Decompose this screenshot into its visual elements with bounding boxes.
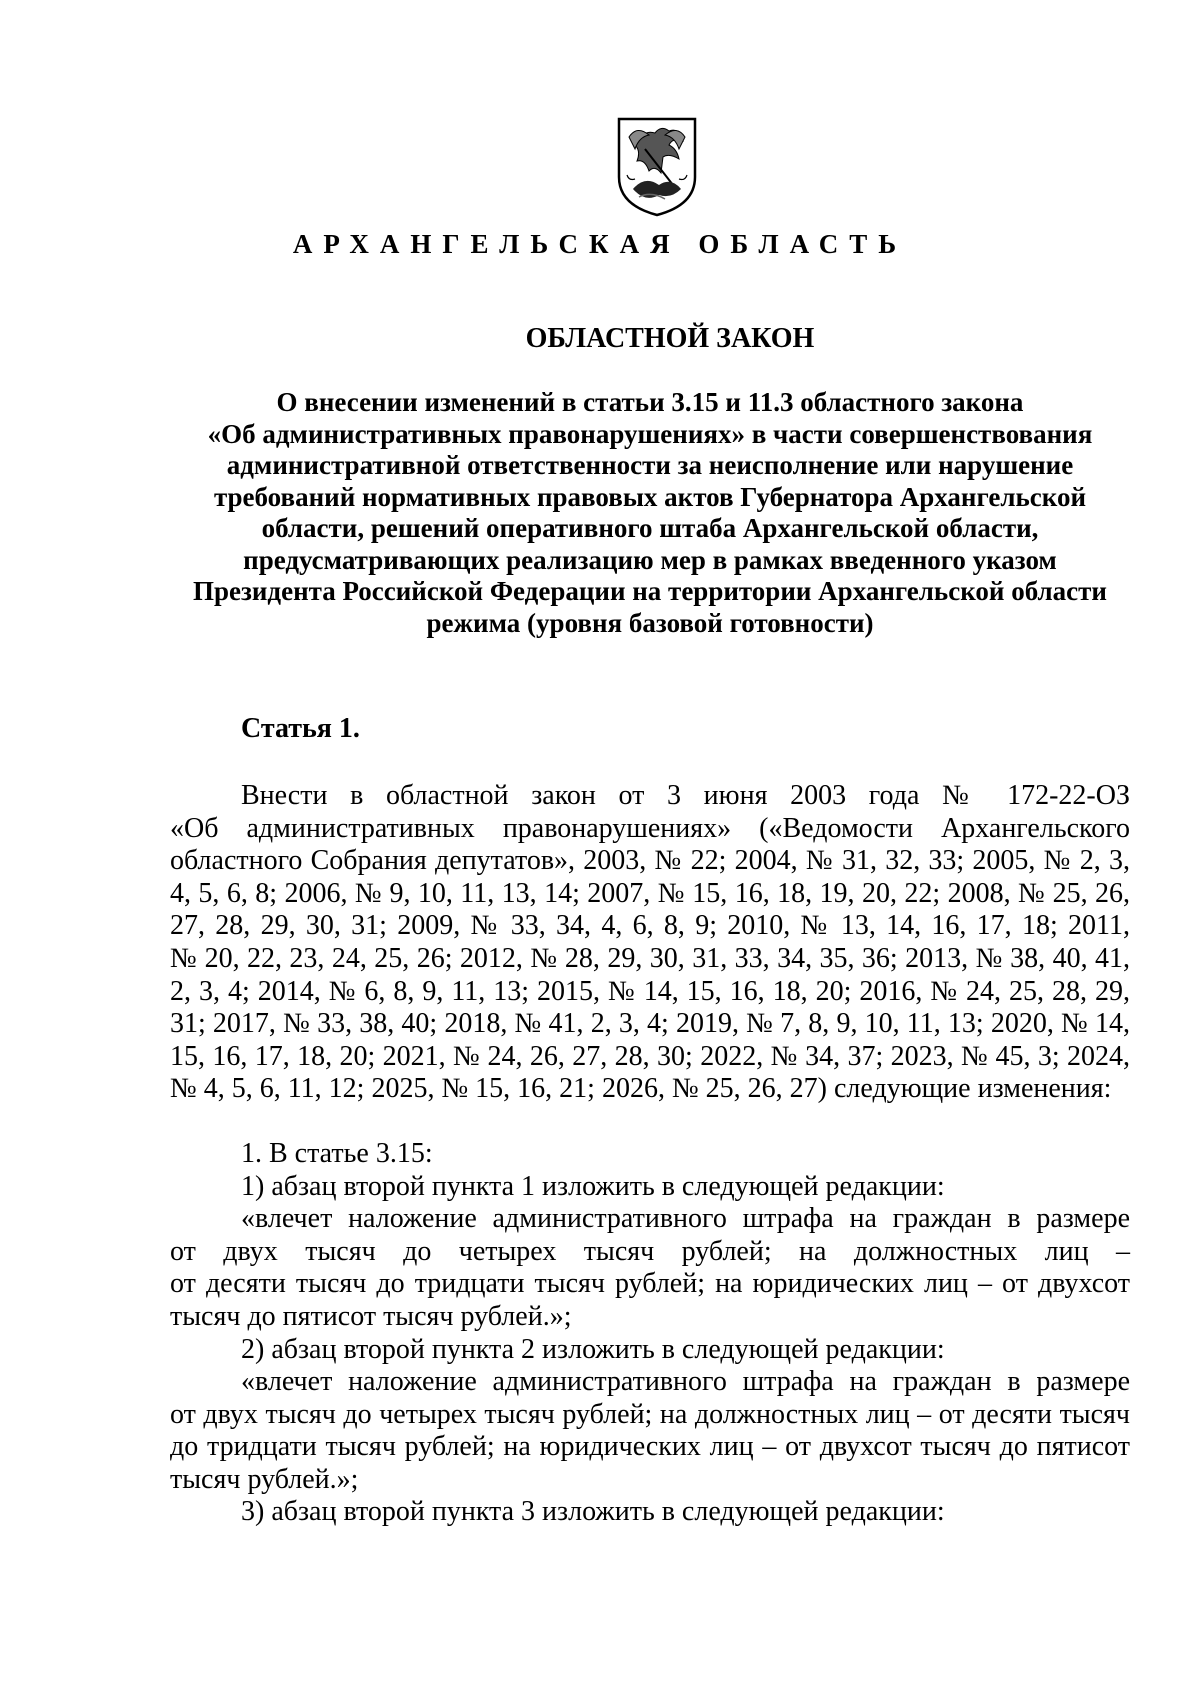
- intro-paragraph: [170, 780, 1130, 1106]
- text-line: 1) абзац второй пункта 1 изложить в следующей редакции:: [241, 1170, 945, 1202]
- text-line: областного Собрания депутатов», 2003, № 22; 2004, № 31, 32, 33; 2005, № 2, 3,: [170, 845, 1130, 877]
- text-line: № 4, 5, 6, 11, 12; 2025, № 15, 16, 21; 2026, № 25, 26, 27) следующие изменения:: [170, 1073, 1112, 1105]
- article-body: [170, 780, 1130, 1529]
- text-line: тысяч до пятисот тысяч рублей.»;: [170, 1300, 572, 1332]
- text-line: «Об административных правонарушениях» («Ведомости Архангельского: [170, 812, 1130, 844]
- text-line: 1. В статье 3.15:: [241, 1137, 433, 1169]
- arkhangelsk-coat-of-arms-icon: [615, 115, 699, 217]
- text-line: 15, 16, 17, 18, 20; 2021, № 24, 26, 27, 28, 30; 2022, № 34, 37; 2023, № 45, 3; 2024,: [170, 1040, 1130, 1072]
- text-line: от двух тысяч до четырех тысяч рублей; на должностных лиц – от десяти тысяч: [170, 1398, 1130, 1430]
- subitem-2-heading: [170, 1334, 1130, 1367]
- title-line: режима (уровня базовой готовности): [426, 607, 874, 638]
- text-line: 27, 28, 29, 30, 31; 2009, № 33, 34, 4, 6, 8, 9; 2010, № 13, 14, 16, 17, 18; 2011,: [170, 910, 1130, 942]
- subitem-1-quote: [170, 1203, 1130, 1333]
- title-line: области, решений оперативного штаба Архангельской области,: [261, 513, 1039, 543]
- text-line: 2) абзац второй пункта 2 изложить в следующей редакции:: [241, 1333, 945, 1365]
- subitem-1-heading: [170, 1171, 1130, 1204]
- text-line: 31; 2017, № 33, 38, 40; 2018, № 41, 2, 3, 4; 2019, № 7, 8, 9, 10, 11, 13; 2020, № 14,: [170, 1008, 1130, 1040]
- article-heading: Статья 1.: [241, 713, 360, 744]
- text-line: от двух тысяч до четырех тысяч рублей; на должностных лиц –: [170, 1235, 1130, 1267]
- text-line: тысяч рублей.»;: [170, 1463, 359, 1495]
- document-type: ОБЛАСТНОЙ ЗАКОН: [525, 323, 815, 354]
- title-line: О внесении изменений в статьи 3.15 и 11.3 областного закона: [276, 387, 1024, 417]
- text-line: «влечет наложение административного штрафа на граждан в размере: [241, 1366, 1130, 1398]
- subitem-3-heading: [170, 1496, 1130, 1529]
- text-line: 4, 5, 6, 8; 2006, № 9, 10, 11, 13, 14; 2007, № 15, 16, 18, 19, 20, 22; 2008, № 25, 26,: [170, 877, 1130, 909]
- law-title: [170, 387, 1130, 639]
- region-name: АРХАНГЕЛЬСКАЯ ОБЛАСТЬ: [292, 229, 908, 259]
- title-line: предусматривающих реализацию мер в рамках введенного указом: [243, 544, 1057, 575]
- title-line: «Об административных правонарушениях» в части совершенствования: [207, 418, 1093, 449]
- text-line: «влечет наложение административного штрафа на граждан в размере: [241, 1203, 1130, 1235]
- title-line: Президента Российской Федерации на территории Архангельской области: [193, 576, 1107, 606]
- text-line: 2, 3, 4; 2014, № 6, 8, 9, 11, 13; 2015, № 14, 15, 16, 18, 20; 2016, № 24, 25, 28, 29,: [170, 975, 1130, 1007]
- text-line: Внести в областной закон от 3 июня 2003 года № 172-22-ОЗ: [241, 780, 1130, 811]
- text-line: до тридцати тысяч рублей; на юридических лиц – от двухсот тысяч до пятисот: [170, 1431, 1130, 1463]
- text-line: № 20, 22, 23, 24, 25, 26; 2012, № 28, 29, 30, 31, 33, 34, 35, 36; 2013, № 38, 40, 41,: [170, 942, 1130, 974]
- title-line: требований нормативных правовых актов Губернатора Архангельской: [213, 481, 1087, 512]
- title-line: административной ответственности за неисполнение или нарушение: [226, 450, 1074, 480]
- text-line: от десяти тысяч до тридцати тысяч рублей; на юридических лиц – от двухсот: [170, 1268, 1130, 1300]
- text-line: 3) абзац второй пункта 3 изложить в следующей редакции:: [241, 1496, 945, 1528]
- subitem-2-quote: [170, 1366, 1130, 1496]
- item-1-heading: [170, 1138, 1130, 1171]
